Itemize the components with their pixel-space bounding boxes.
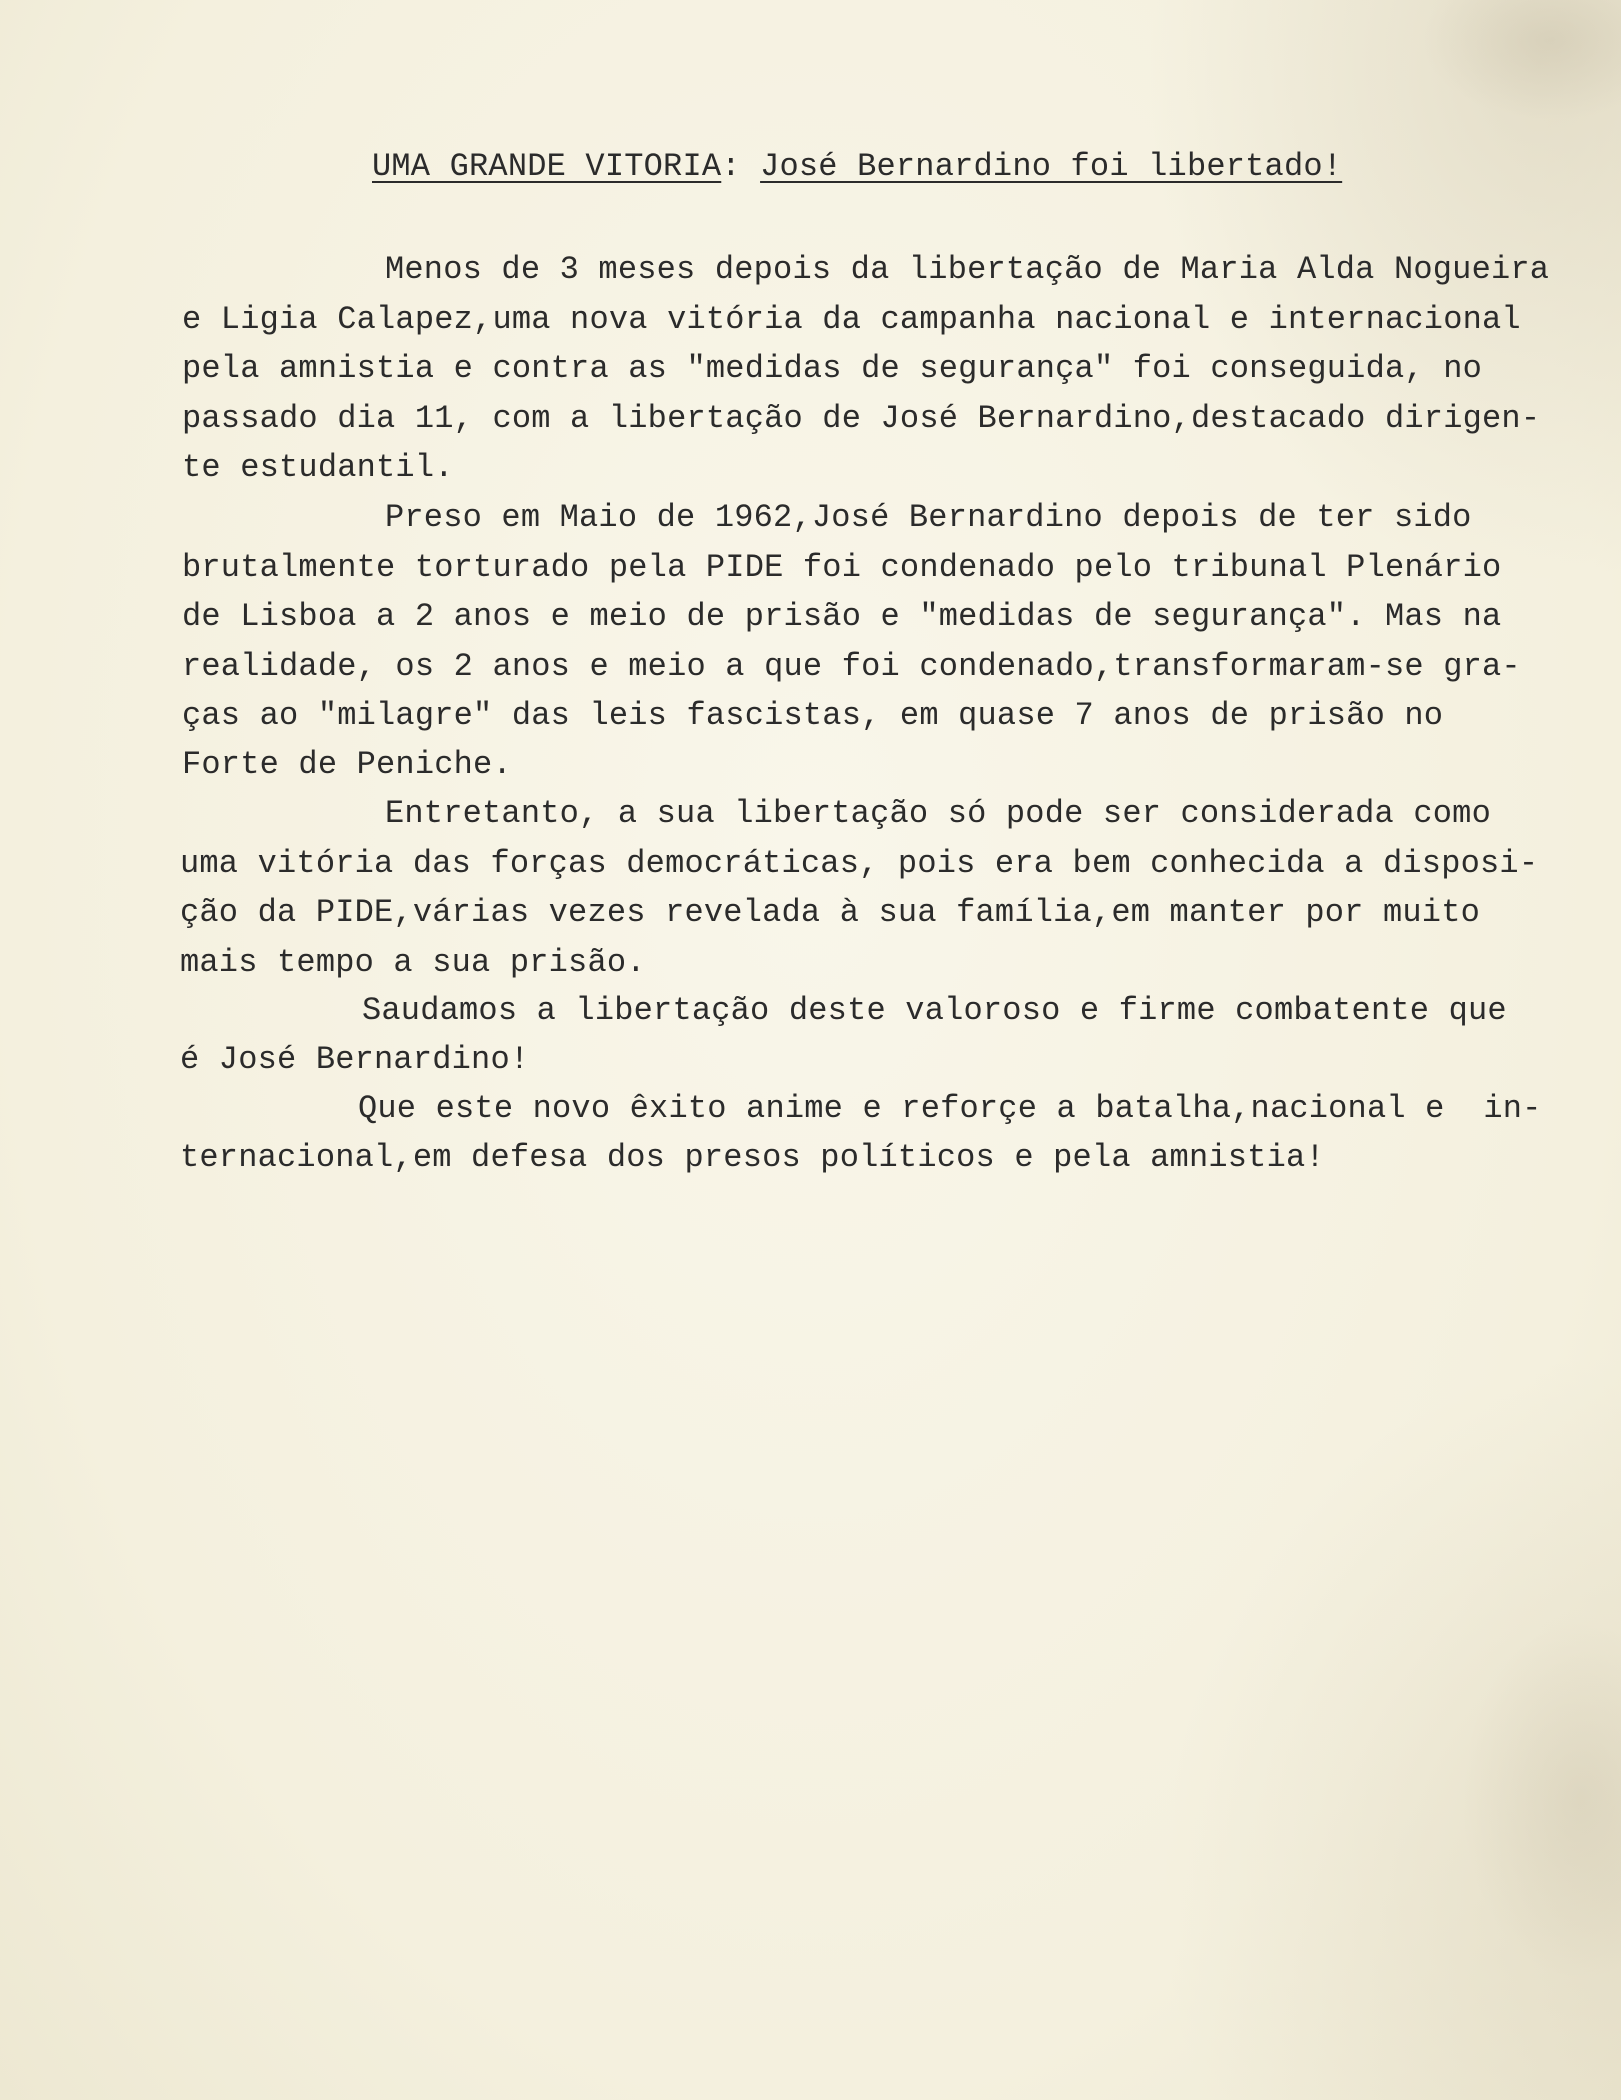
title-headline: UMA GRANDE VITORIA [372,148,722,185]
paragraph-2-line-5: ças ao "milagre" das leis fascistas, em quase 7 anos de prisão no [182,697,1444,734]
paragraph-2-line-1: Preso em Maio de 1962,José Bernardino depois de ter sido [385,499,1472,536]
paragraph-3-line-1: Entretanto, a sua libertação só pode ser considerada como [385,795,1491,832]
paragraph-1-line-1: Menos de 3 meses depois da libertação de Maria Alda Nogueira [385,251,1550,288]
paragraph-1-line-5: te estudantil. [182,449,454,486]
document-title [372,148,1342,185]
paragraph-3-line-3: ção da PIDE,várias vezes revelada à sua família,em manter por muito [180,894,1481,931]
paragraph-5-line-1: Que este novo êxito anime e reforçe a batalha,nacional e in- [358,1090,1542,1127]
paragraph-2-line-2: brutalmente torturado pela PIDE foi condenado pelo tribunal Plenário [182,549,1502,586]
paragraph-2-line-6: Forte de Peniche. [182,746,512,783]
paragraph-1-line-2: e Ligia Calapez,uma nova vitória da campanha nacional e internacional [182,301,1521,338]
paper-crease-top-right [1421,0,1621,120]
paragraph-1-line-4: passado dia 11, com a libertação de José Bernardino,destacado dirigen- [182,400,1541,437]
paragraph-3-line-4: mais tempo a sua prisão. [180,944,646,981]
title-separator: : [721,148,761,185]
paragraph-4-line-1: Saudamos a libertação deste valoroso e firme combatente que [362,992,1507,1029]
paragraph-1-line-3: pela amnistia e contra as "medidas de segurança" foi conseguida, no [182,350,1483,387]
title-subject: José Bernardino foi libertado! [760,148,1343,185]
paragraph-4-line-2: é José Bernardino! [180,1041,530,1078]
paragraph-5-line-2: ternacional,em defesa dos presos políticos e pela amnistia! [180,1139,1325,1176]
paragraph-2-line-4: realidade, os 2 anos e meio a que foi condenado,transformaram-se gra- [182,648,1521,685]
paragraph-3-line-2: uma vitória das forças democráticas, pois era bem conhecida a disposi- [180,845,1539,882]
paragraph-2-line-3: de Lisboa a 2 anos e meio de prisão e "medidas de segurança". Mas na [182,598,1502,635]
paper-crease-bottom-right [1461,1620,1621,1980]
